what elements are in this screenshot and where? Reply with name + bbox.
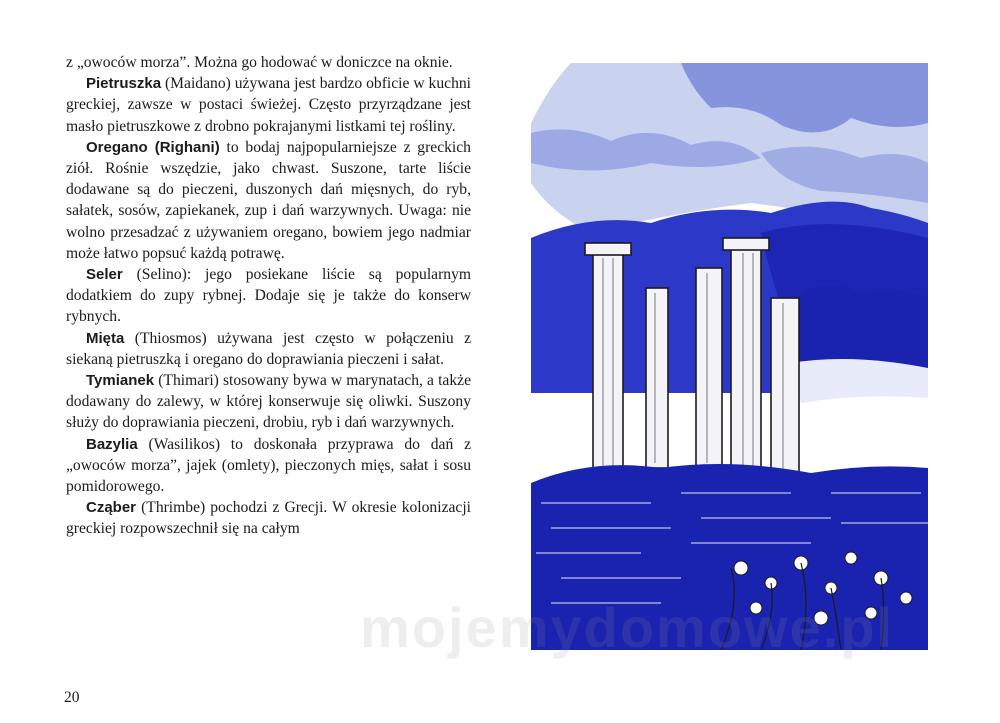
paragraph-text: (Thrimbe) pochodzi z Grecji. W okresie kolonizacji greckiej rozpowszechnił się na całym: [66, 499, 471, 538]
paragraph-text: to bodaj najpopularniejsze z greckich ziół. Rośnie wszędzie, jako chwast. Suszone, tarte liście dodawane są do pieczeni, duszonych dań mięsnych, do ryb, sałatek, sosów, zapiekanek, zup i dań warzywnych. Uwaga: nie wolno przesadzać z używaniem oregano, bowiem jego nadmiar może łatwo popsuć każdą potrawę.: [66, 138, 471, 262]
paragraph-mieta: [66, 328, 471, 370]
text-column: [66, 52, 471, 540]
column: [646, 288, 668, 468]
paragraph-intro: [66, 52, 471, 73]
herb-name: Tymianek: [86, 372, 155, 390]
page-number: 20: [64, 689, 80, 706]
paragraph-czaber: [66, 497, 471, 539]
paragraph-pietruszka: [66, 73, 471, 137]
paragraph-text: (Selino): jego posiekane liście są popularnym dodatkiem do zupy rybnej. Dodaje się je także do konserw rybnych.: [66, 266, 471, 326]
ruined-wall: [531, 464, 928, 650]
hillside-light: [791, 359, 928, 403]
herb-name: Seler: [86, 266, 123, 284]
temple-ruins-illustration: [531, 63, 928, 650]
paragraph-text: (Maidano) używana jest bardzo obficie w kuchni greckiej, zawsze w postaci świeżej. Często przyrządzane jest masło pietruszkowe z drobno pokrajanymi listkami tej rośliny.: [66, 75, 471, 135]
herb-name: Oregano (Righani): [86, 138, 220, 156]
paragraph-oregano: [66, 137, 471, 264]
paragraph-text: (Thiosmos) używana jest często w połączeniu z siekaną pietruszką i oregano do doprawiania pieczeni i sałat.: [66, 329, 471, 368]
column-capital: [723, 238, 769, 250]
column: [771, 298, 799, 483]
herb-name: Cząber: [86, 499, 137, 517]
column-capital: [585, 243, 631, 255]
column: [593, 253, 623, 478]
paragraph-text: z „owoców morza”. Można go hodować w doniczce na oknie.: [66, 54, 453, 71]
herb-name: Bazylia: [86, 435, 138, 453]
herb-name: Mięta: [86, 329, 125, 347]
herb-name: Pietruszka: [86, 75, 162, 93]
column: [731, 248, 761, 473]
paragraph-bazylia: [66, 434, 471, 498]
paragraph-text: (Wasilikos) to doskonała przyprawa do dań z „owoców morza”, jajek (omlety), pieczonych mięs, sałat i sosu pomidorowego.: [66, 435, 471, 496]
paragraph-text: (Thimari) stosowany bywa w marynatach, a także dodawany do zalewy, w której konserwuje się oliwki. Suszony służy do doprawiania pieczeni, drobiu, ryb i dań warzywnych.: [66, 372, 471, 432]
paragraph-tymianek: [66, 370, 471, 434]
column: [696, 268, 722, 468]
paragraph-seler: [66, 264, 471, 328]
